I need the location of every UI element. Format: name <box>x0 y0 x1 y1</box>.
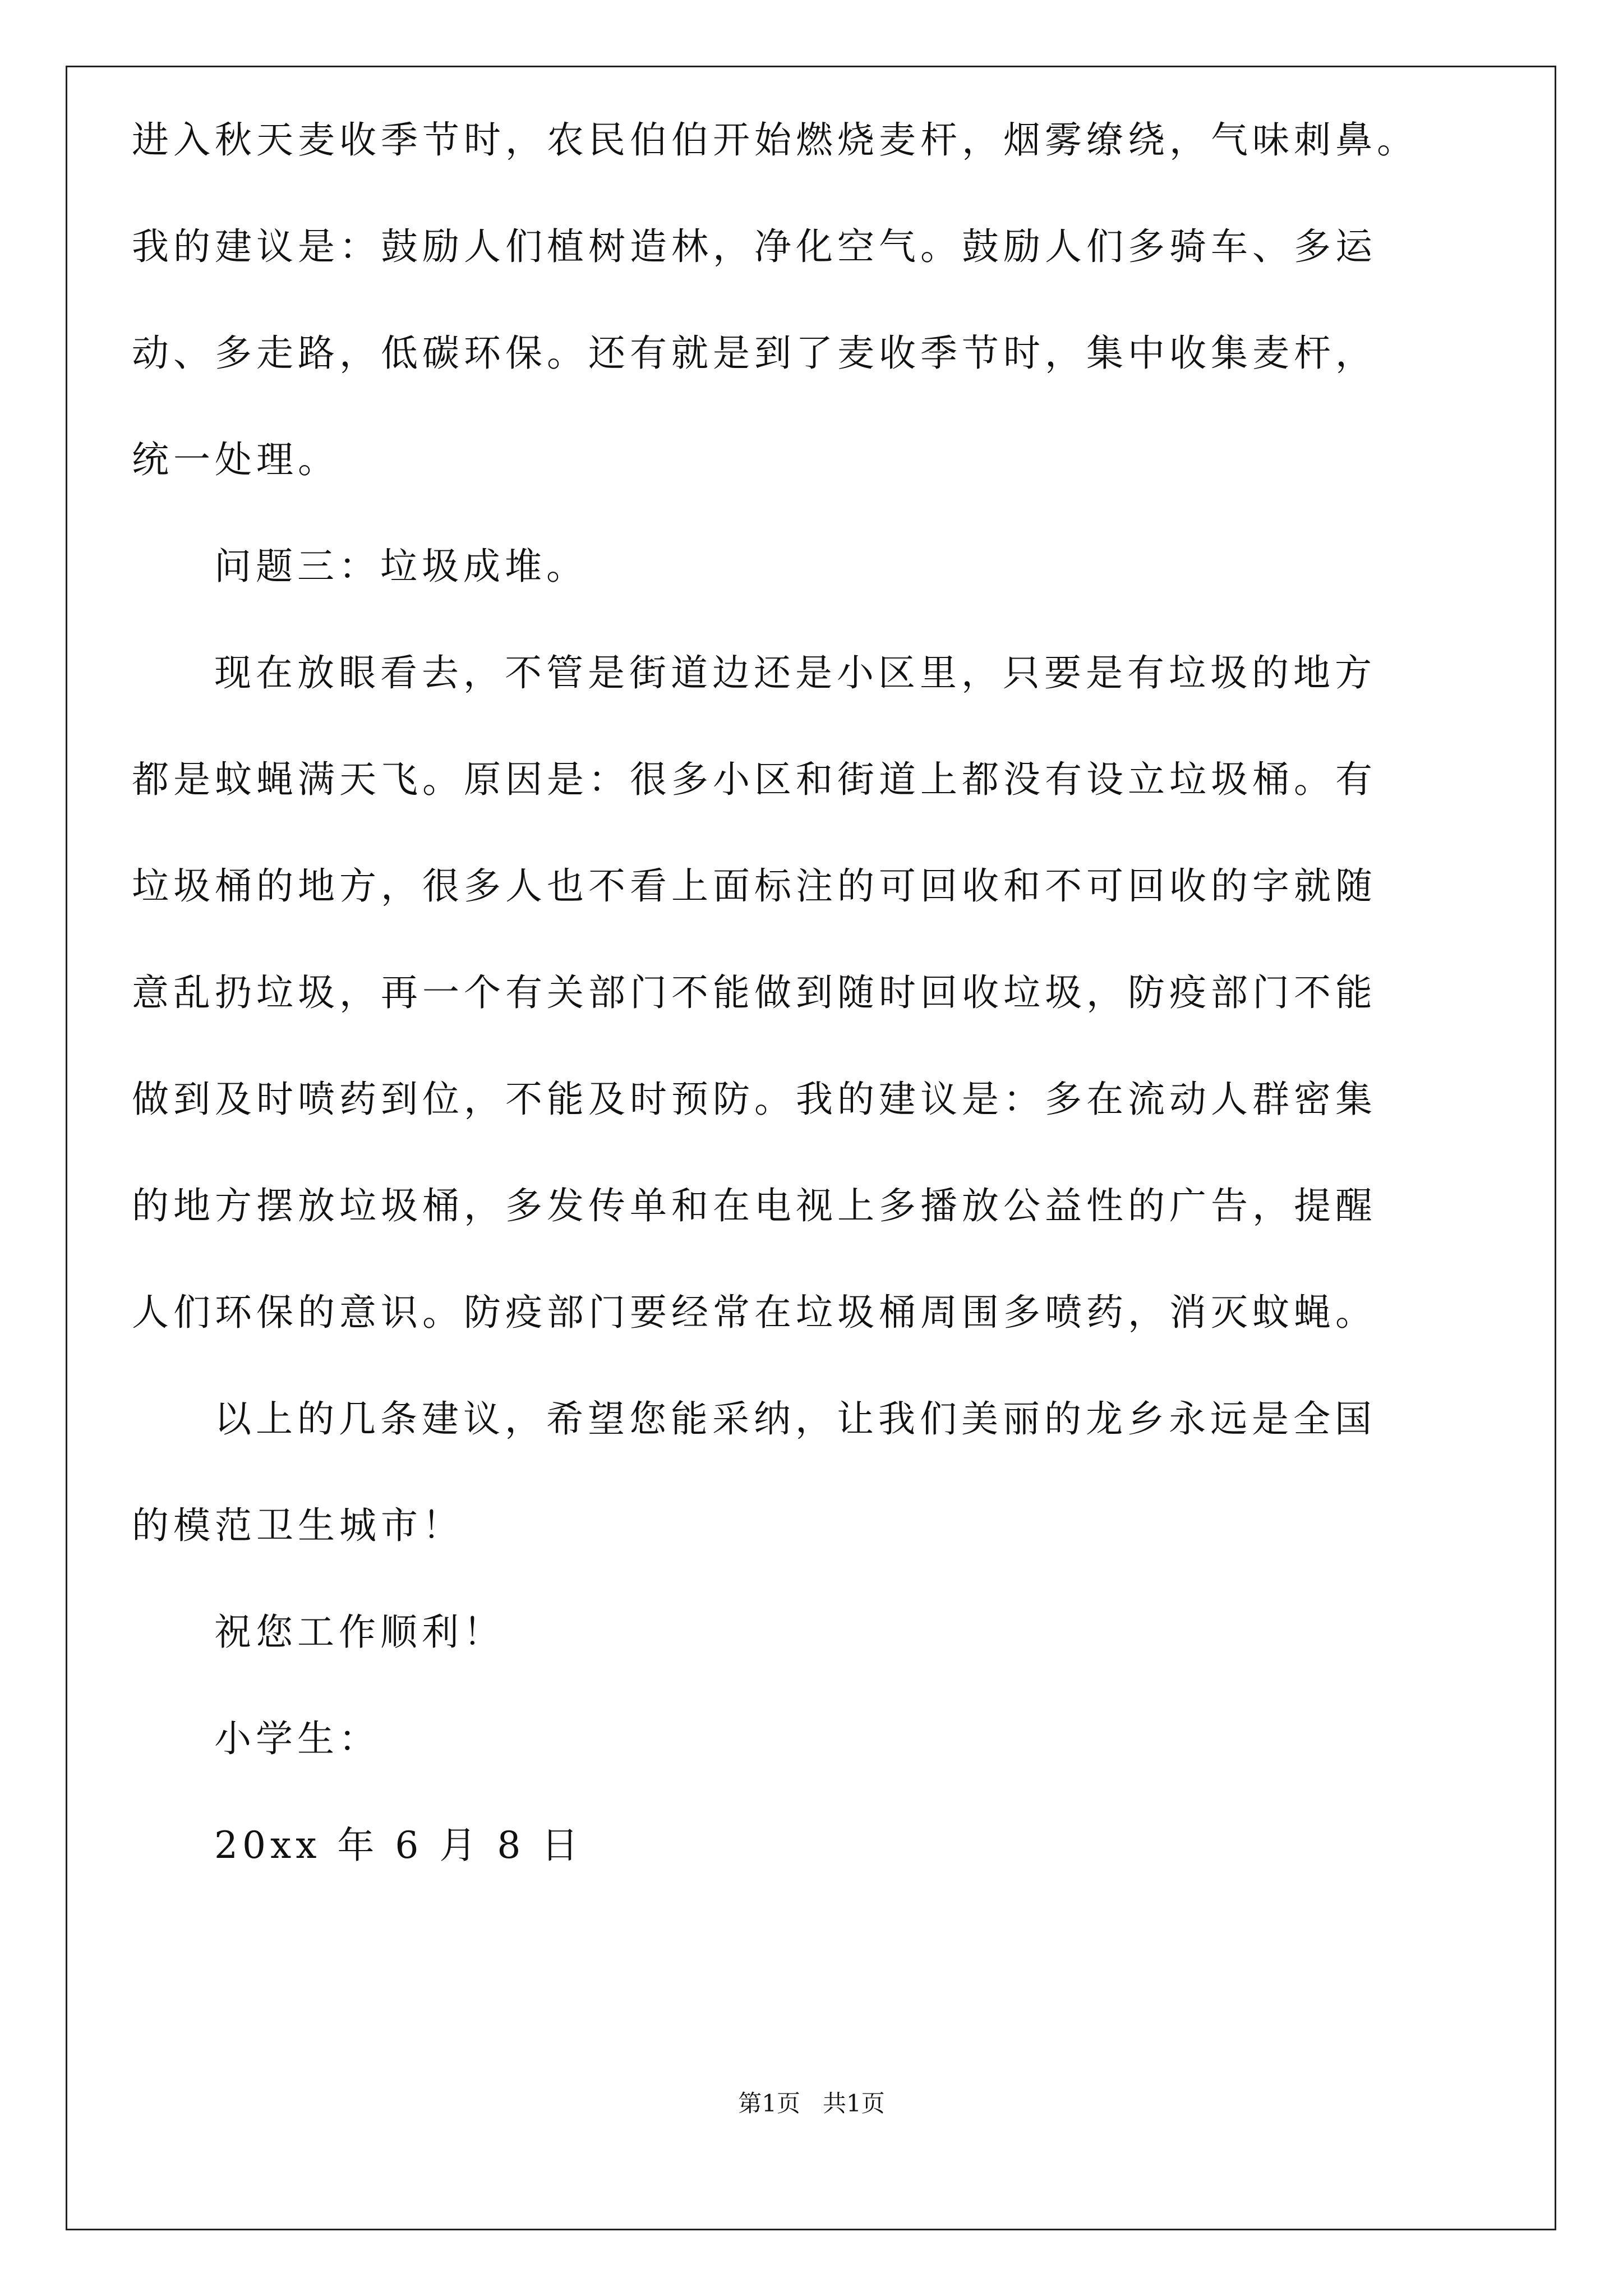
page-number-footer: 第1页 共1页 <box>738 2090 885 2117</box>
text-line: 的地方摆放垃圾桶，多发传单和在电视上多播放公益性的广告，提醒 <box>132 1184 1377 1227</box>
text-line: 动、多走路，低碳环保。还有就是到了麦收季节时，集中收集麦杆， <box>132 332 1377 375</box>
text-line: 以上的几条建议，希望您能采纳，让我们美丽的龙乡永远是全国 <box>214 1397 1376 1441</box>
section-heading: 问题三：垃圾成堆。 <box>214 545 588 588</box>
text-line: 意乱扔垃圾，再一个有关部门不能做到随时回收垃圾，防疫部门不能 <box>132 971 1377 1014</box>
text-line: 都是蚊蝇满天飞。原因是：很多小区和街道上都没有设立垃圾桶。有 <box>132 758 1377 801</box>
text-line: 现在放眼看去，不管是街道边还是小区里，只要是有垃圾的地方 <box>214 651 1376 694</box>
signature: 小学生： <box>214 1717 380 1760</box>
text-line: 的模范卫生城市！ <box>132 1504 464 1547</box>
date: 20xx 年 6 月 8 日 <box>214 1824 583 1867</box>
text-line: 进入秋天麦收季节时，农民伯伯开始燃烧麦杆，烟雾缭绕，气味刺鼻。 <box>132 118 1418 162</box>
text-line: 统一处理。 <box>132 438 339 481</box>
text-line: 我的建议是：鼓励人们植树造林，净化空气。鼓励人们多骑车、多运 <box>132 225 1377 268</box>
text-line: 人们环保的意识。防疫部门要经常在垃圾桶周围多喷药，消灭蚊蝇。 <box>132 1291 1377 1334</box>
page-border <box>66 66 1556 2230</box>
text-line: 做到及时喷药到位，不能及时预防。我的建议是：多在流动人群密集 <box>132 1078 1377 1121</box>
closing-greeting: 祝您工作顺利！ <box>214 1611 505 1654</box>
text-line: 垃圾桶的地方，很多人也不看上面标注的可回收和不可回收的字就随 <box>132 864 1377 908</box>
